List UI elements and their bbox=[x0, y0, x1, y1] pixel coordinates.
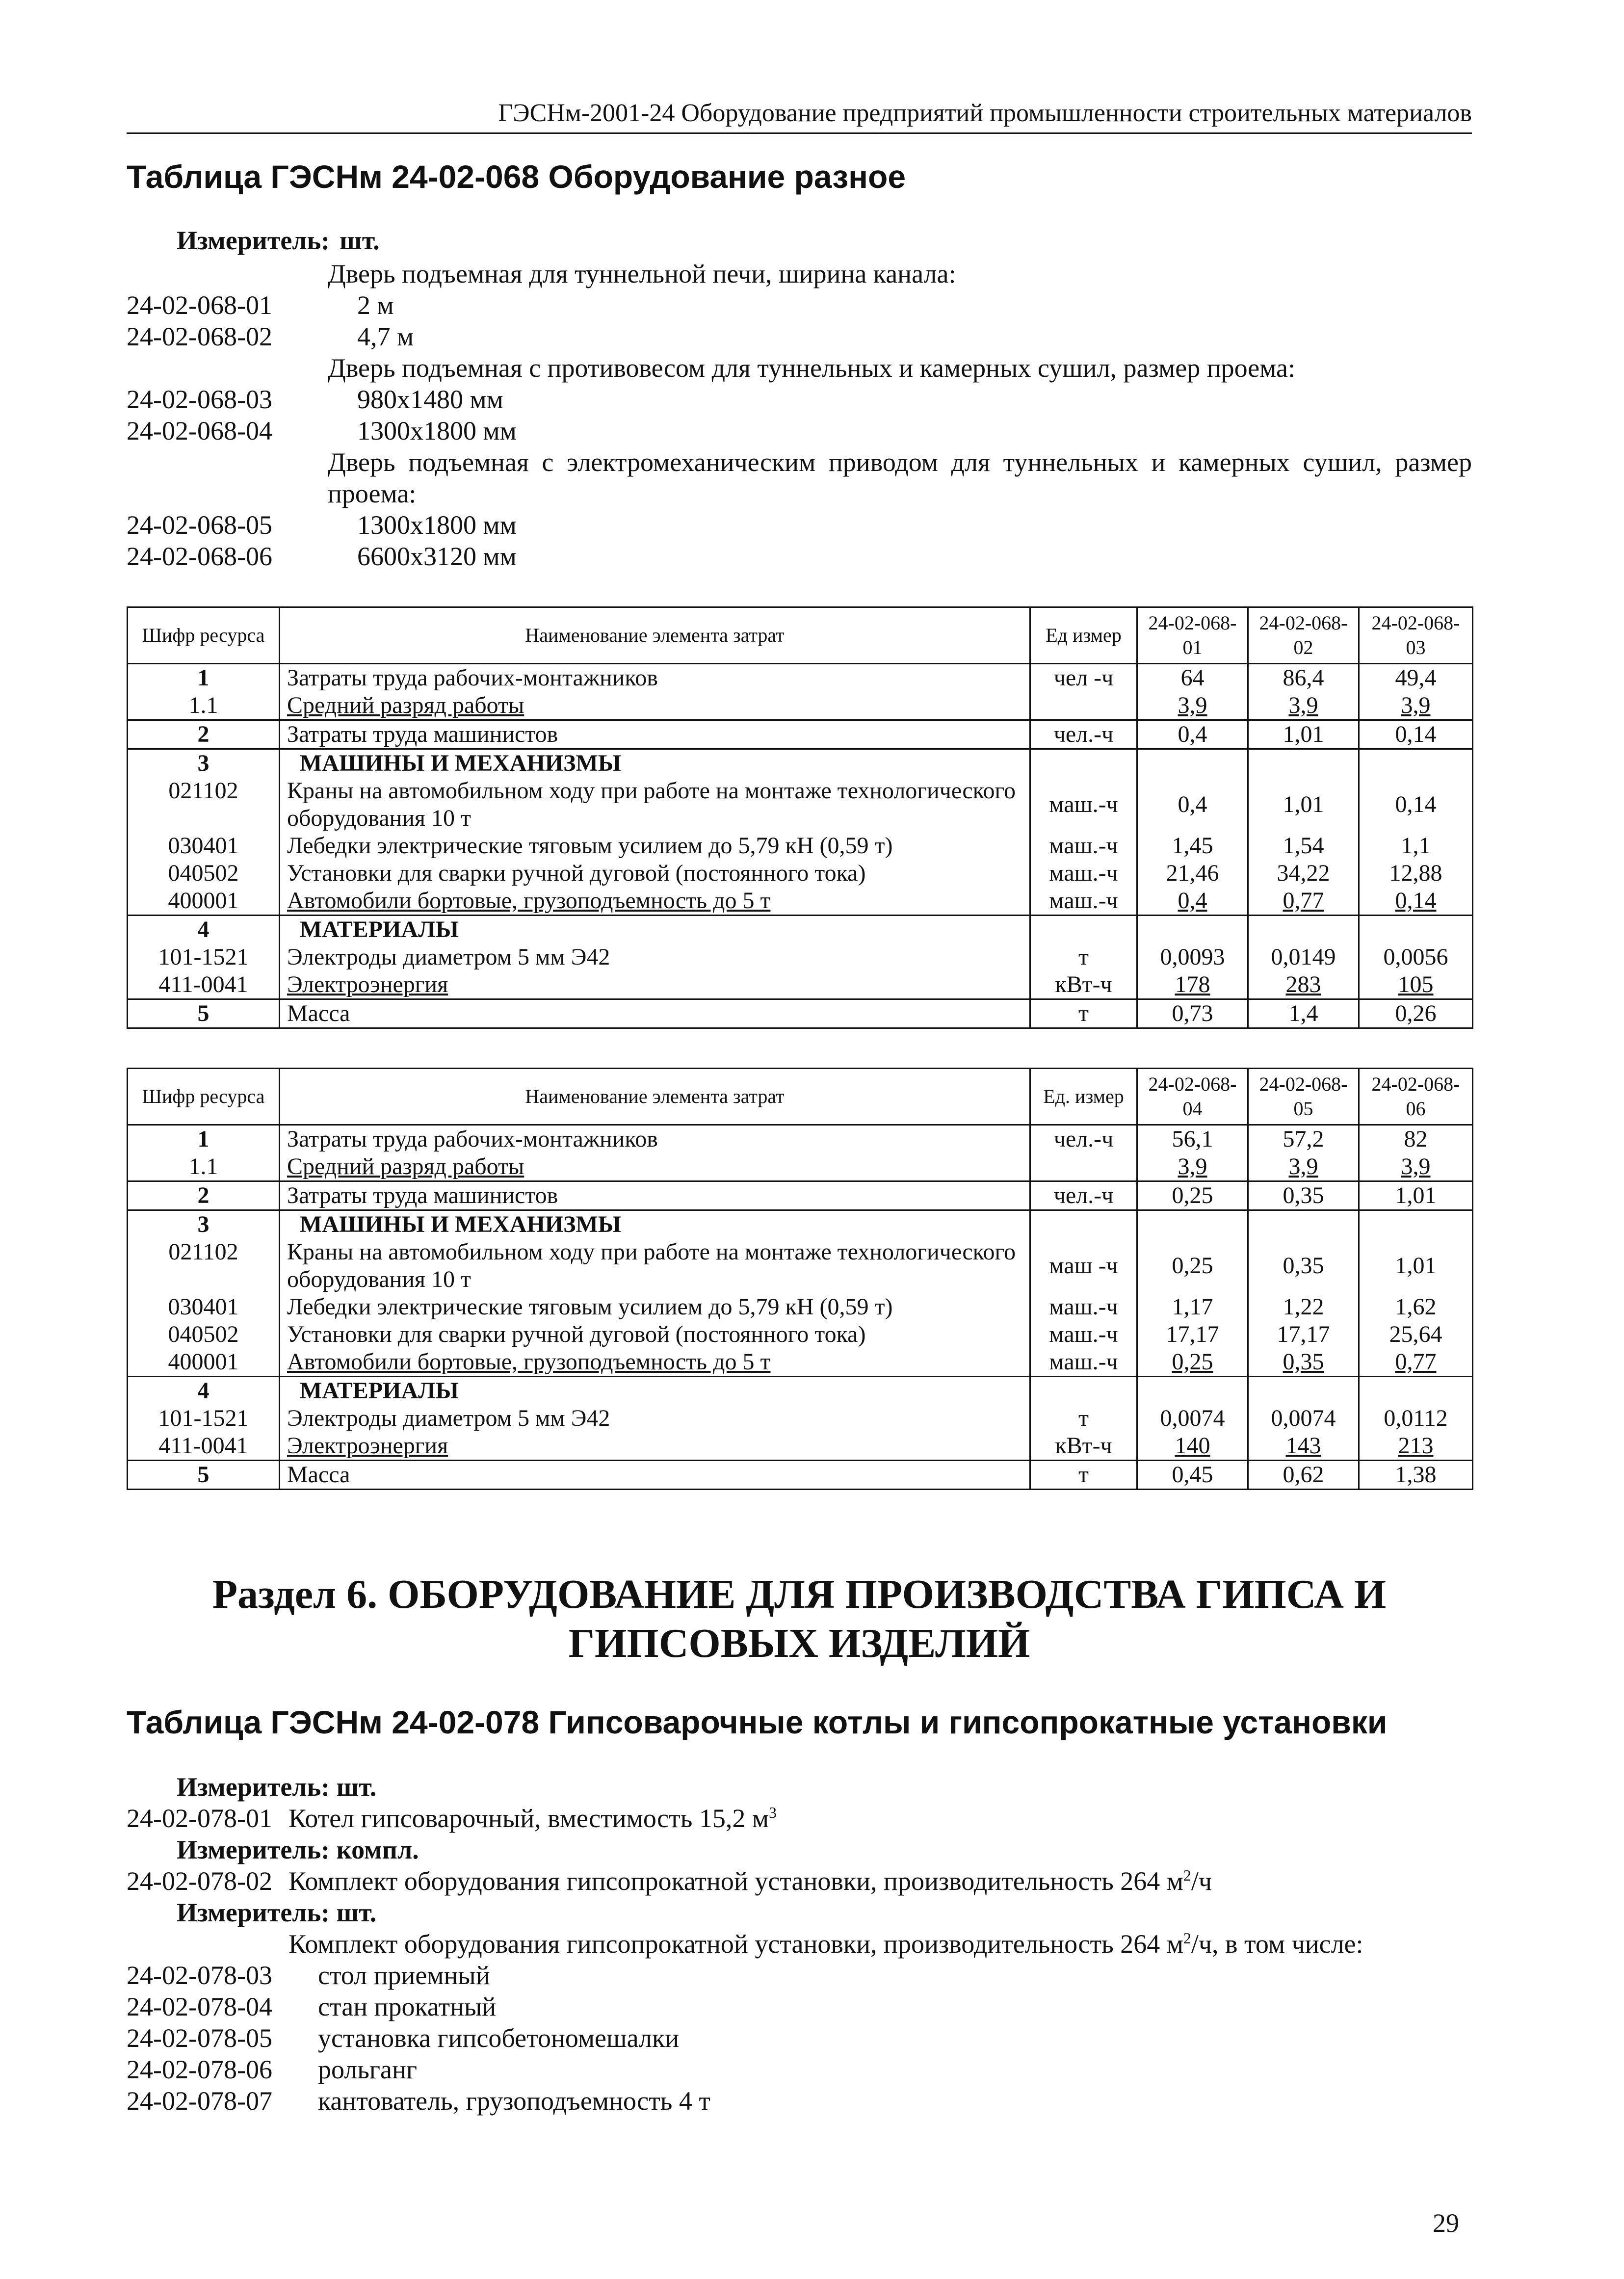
list-item: 24-02-068-05 1300х1800 мм bbox=[127, 510, 517, 540]
table-row: 400001 Автомобили бортовые, грузоподъемность до 5 т маш.-ч 0,25 0,35 0,77 bbox=[128, 1348, 1473, 1377]
col-header-code: Шифр ресурса bbox=[128, 1069, 280, 1125]
table-header-row bbox=[128, 607, 1473, 664]
table2-title: Таблица ГЭСНм 24-02-078 Гипсоварочные котлы и гипсопрокатные установки bbox=[127, 1704, 1388, 1740]
col-header-name: Наименование элемента затрат bbox=[280, 607, 1030, 664]
table-row: 411-0041 Электроэнергия кВт-ч 178 283 105 bbox=[128, 971, 1473, 999]
table-row: 2 Затраты труда машинистов чел.-ч 0,25 0,35 1,01 bbox=[128, 1181, 1473, 1210]
table-row: 5 Масса т 0,45 0,62 1,38 bbox=[128, 1461, 1473, 1490]
col-header-v1: 24-02-068-04 bbox=[1137, 1069, 1248, 1125]
table2-item-list bbox=[127, 1771, 1472, 2117]
col-header-v2: 24-02-068-02 bbox=[1248, 607, 1359, 664]
col-header-unit: Ед. измер bbox=[1030, 1069, 1137, 1125]
table-row: 3 МАШИНЫ И МЕХАНИЗМЫ bbox=[128, 749, 1473, 778]
table-row: 030401 Лебедки электрические тяговым усилием до 5,79 кН (0,59 т) маш.-ч 1,45 1,54 1,1 bbox=[128, 832, 1473, 860]
list-item: Дверь подъемная с электромеханическим приводом для туннельных и камерных сушил, размер проема: bbox=[328, 447, 1472, 508]
table1-title: Таблица ГЭСНм 24-02-068 Оборудование разное bbox=[127, 158, 906, 195]
list-item: 24-02-068-03 980х1480 мм bbox=[127, 385, 503, 414]
table-row: 4 МАТЕРИАЛЫ bbox=[128, 1377, 1473, 1405]
list-item: 24-02-068-06 6600х3120 мм bbox=[127, 542, 517, 571]
table2-measure-1: Измеритель: шт. bbox=[177, 1772, 377, 1802]
section-title bbox=[127, 1570, 1472, 1668]
list-item: 24-02-078-04 стан прокатный bbox=[127, 1992, 497, 2021]
table-row: 5 Масса т 0,73 1,4 0,26 bbox=[128, 999, 1473, 1028]
list-item: Дверь подъемная с противовесом для туннельных и камерных сушил, размер проема: bbox=[328, 353, 1296, 383]
table-row: 021102 Краны на автомобильном ходу при работе на монтаже технологического оборудования 10 т маш.-ч 0,4 1,01 0,14 bbox=[128, 777, 1473, 832]
table2-measure-3: Измеритель: шт. bbox=[177, 1898, 377, 1927]
running-header: ГЭСНм-2001-24 Оборудование предприятий промышленности строительных материалов bbox=[498, 99, 1472, 127]
table-row: 400001 Автомобили бортовые, грузоподъемность до 5 т маш.-ч 0,4 0,77 0,14 bbox=[128, 887, 1473, 916]
table-row: 021102 Краны на автомобильном ходу при работе на монтаже технологического оборудования 10 т маш -ч 0,25 0,35 1,01 bbox=[128, 1238, 1473, 1293]
measure-value: шт. bbox=[340, 226, 380, 255]
col-header-v2: 24-02-068-05 bbox=[1248, 1069, 1359, 1125]
table-row: 3 МАШИНЫ И МЕХАНИЗМЫ bbox=[128, 1210, 1473, 1239]
col-header-name: Наименование элемента затрат bbox=[280, 1069, 1030, 1125]
section-title-line2: ГИПСОВЫХ ИЗДЕЛИЙ bbox=[568, 1621, 1030, 1666]
table-row: 040502 Установки для сварки ручной дуговой (постоянного тока) маш.-ч 21,46 34,22 12,88 bbox=[128, 860, 1473, 887]
measure-label: Измеритель: bbox=[177, 226, 330, 255]
list-item: 24-02-078-05 установка гипсобетономешалки bbox=[127, 2023, 680, 2053]
list-item: 24-02-068-04 1300х1800 мм bbox=[127, 416, 517, 445]
page-number: 29 bbox=[1433, 2208, 1459, 2238]
section-title-line1: Раздел 6. ОБОРУДОВАНИЕ ДЛЯ ПРОИЗВОДСТВА ГИПСА И bbox=[212, 1572, 1387, 1617]
list-item: 24-02-078-01 Котел гипсоварочный, вместимость 15,2 $м^3$ bbox=[127, 1804, 777, 1833]
table-row: 1 Затраты труда рабочих-монтажников чел -ч 64 86,4 49,4 bbox=[128, 664, 1473, 692]
list-item: 24-02-078-03 стол приемный bbox=[127, 1961, 490, 1990]
list-item: Дверь подъемная для туннельной печи, ширина канала: bbox=[328, 259, 956, 288]
table-row: 1.1 Средний разряд работы 3,9 3,9 3,9 bbox=[128, 1153, 1473, 1181]
col-header-v3: 24-02-068-06 bbox=[1359, 1069, 1473, 1125]
list-item: Комплект оборудования гипсопрокатной установки, производительность 264 $м^2/ч$, в том числе: bbox=[288, 1929, 1363, 1959]
col-header-code: Шифр ресурса bbox=[128, 607, 280, 664]
table-row: 1 Затраты труда рабочих-монтажников чел.-ч 56,1 57,2 82 bbox=[128, 1125, 1473, 1153]
resource-table-b bbox=[127, 1068, 1473, 1490]
list-item: 24-02-078-07 кантователь, грузоподъемность 4 т bbox=[127, 2086, 711, 2116]
table-row: 030401 Лебедки электрические тяговым усилием до 5,79 кН (0,59 т) маш.-ч 1,17 1,22 1,62 bbox=[128, 1293, 1473, 1321]
col-header-unit: Ед измер bbox=[1030, 607, 1137, 664]
col-header-v3: 24-02-068-03 bbox=[1359, 607, 1473, 664]
list-item: 24-02-078-02 Комплект оборудования гипсопрокатной установки, производительность 264 $м^2/ч$ bbox=[127, 1866, 1212, 1896]
col-header-v1: 24-02-068-01 bbox=[1137, 607, 1248, 664]
table-row: 101-1521 Электроды диаметром 5 мм Э42 т 0,0093 0,0149 0,0056 bbox=[128, 943, 1473, 971]
table-row: 1.1 Средний разряд работы 3,9 3,9 3,9 bbox=[128, 692, 1473, 720]
header-rule bbox=[127, 132, 1472, 134]
table-row: 411-0041 Электроэнергия кВт-ч 140 143 213 bbox=[128, 1432, 1473, 1461]
table-row: 2 Затраты труда машинистов чел.-ч 0,4 1,01 0,14 bbox=[128, 720, 1473, 749]
table-row: 101-1521 Электроды диаметром 5 мм Э42 т 0,0074 0,0074 0,0112 bbox=[128, 1405, 1473, 1432]
resource-table-a bbox=[127, 606, 1473, 1029]
list-item: 24-02-068-02 4,7 м bbox=[127, 322, 414, 351]
table1-item-list bbox=[127, 258, 1472, 572]
list-item: 24-02-078-06 рольганг bbox=[127, 2055, 418, 2084]
table-header-row bbox=[128, 1069, 1473, 1125]
table-row: 4 МАТЕРИАЛЫ bbox=[128, 916, 1473, 944]
table2-measure-2: Измеритель: компл. bbox=[177, 1835, 419, 1864]
list-item: 24-02-068-01 2 м bbox=[127, 290, 394, 320]
table-row: 040502 Установки для сварки ручной дуговой (постоянного тока) маш.-ч 17,17 17,17 25,64 bbox=[128, 1321, 1473, 1348]
table1-measure bbox=[177, 225, 380, 256]
